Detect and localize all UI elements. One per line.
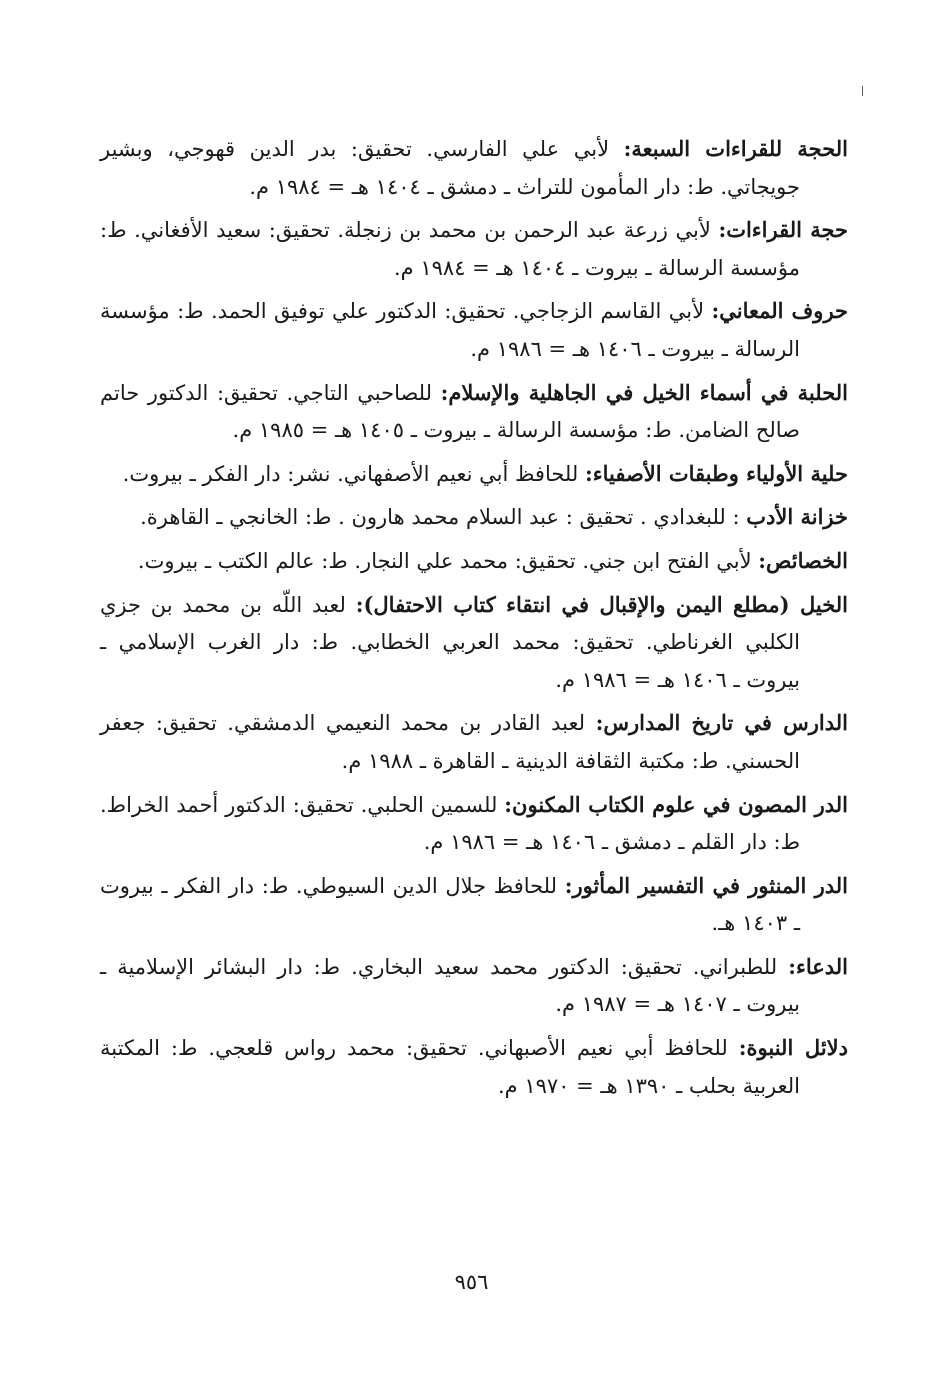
entry-title: حجة القراءات: [718,217,848,243]
entry-title: الدارس في تاريخ المدارس: [595,710,848,736]
bibliography-entry [100,542,848,581]
entry-title: الخيل (مطلع اليمن والإقبال في انتقاء كتاب الاحتفال): [355,591,848,617]
entry-details: لأبي الفتح ابن جني. تحقيق: محمد علي النجار. ط: عالم الكتب ـ بيروت. [137,548,759,573]
corner-mark [862,86,863,96]
entry-title: الحلبة في أسماء الخيل في الجاهلية والإسلام: [440,379,848,405]
entry-details: لعبد اللّه بن محمد بن جزي الكلبي الغرناطي. تحقيق: محمد العربي الخطابي. ط: دار الغرب الإسلامي ـ بيروت ـ ١٤٠٦ هـ = ١٩٨٦ م. [100,592,800,692]
bibliography-entry [100,455,848,494]
entry-details: للصاحبي التاجي. تحقيق: الدكتور حاتم صالح الضامن. ط: مؤسسة الرسالة ـ بيروت ـ ١٤٠٥ هـ = ١٩٨٥ م. [100,380,800,443]
entry-details: لأبي زرعة عبد الرحمن بن محمد بن زنجلة. تحقيق: سعيد الأفغاني. ط: مؤسسة الرسالة ـ بيروت ـ ١٤٠٤ هـ = ١٩٨٤ م. [100,218,800,280]
entry-title: الدر المنثور في التفسير المأثور: [564,872,848,898]
entry-title: الخصائص: [758,547,848,573]
entry-title: دلائل النبوة: [738,1035,848,1061]
entry-title: الدعاء: [788,953,848,979]
bibliography-list [100,130,848,1110]
bibliography-entry [100,704,848,780]
page-number: ٩٥٦ [454,1270,489,1294]
entry-title: خزانة الأدب [746,504,848,530]
entry-details: لأبي القاسم الزجاجي. تحقيق: الدكتور علي توفيق الحمد. ط: مؤسسة الرسالة ـ بيروت ـ ١٤٠٦ هـ = ١٩٨٦ م. [100,299,800,361]
bibliography-entry [100,586,848,700]
bibliography-entry [100,1029,848,1105]
entry-details: للحافظ جلال الدين السيوطي. ط: دار الفكر ـ بيروت ـ ١٤٠٣ هـ. [100,873,800,936]
entry-details: للحافظ أبي نعيم الأصفهاني. نشر: دار الفكر ـ بيروت. [122,461,585,486]
entry-details: لأبي علي الفارسي. تحقيق: بدر الدين قهوجي، وبشير جويجاتي. ط: دار المأمون للتراث ـ دمشق ـ ١٤٠٤ هـ = ١٩٨٤ م. [100,137,800,199]
bibliography-entry [100,130,848,206]
entry-title: الحجة للقراءات السبعة: [623,136,848,161]
bibliography-entry [100,948,848,1024]
bibliography-entry [100,292,848,368]
entry-title: حلية الأولياء وطبقات الأصفياء: [584,460,848,486]
entry-details: للطبراني. تحقيق: الدكتور محمد سعيد البخاري. ط: دار البشائر الإسلامية ـ بيروت ـ ١٤٠٧ هـ = ١٩٨٧ م. [100,954,800,1017]
bibliography-entry [100,867,848,943]
bibliography-entry [100,498,848,537]
entry-details: للحافظ أبي نعيم الأصبهاني. تحقيق: محمد رواس قلعجي. ط: المكتبة العربية بحلب ـ ١٣٩٠ هـ = ١٩٧٠ م. [100,1036,800,1098]
entry-title: حروف المعاني: [711,298,849,324]
entry-details: : للبغدادي . تحقيق : عبد السلام محمد هارون . ط: الخانجي ـ القاهرة. [140,505,747,530]
bibliography-entry [100,374,848,450]
bibliography-entry [100,211,848,287]
entry-title: الدر المصون في علوم الكتاب المكنون: [504,791,848,817]
entry-details: للسمين الحلبي. تحقيق: الدكتور أحمد الخراط. ط: دار القلم ـ دمشق ـ ١٤٠٦ هـ = ١٩٨٦ م. [100,792,800,855]
entry-details: لعبد القادر بن محمد النعيمي الدمشقي. تحقيق: جعفر الحسني. ط: مكتبة الثقافة الدينية ـ القاهرة ـ ١٩٨٨ م. [100,711,800,773]
bibliography-entry [100,786,848,862]
